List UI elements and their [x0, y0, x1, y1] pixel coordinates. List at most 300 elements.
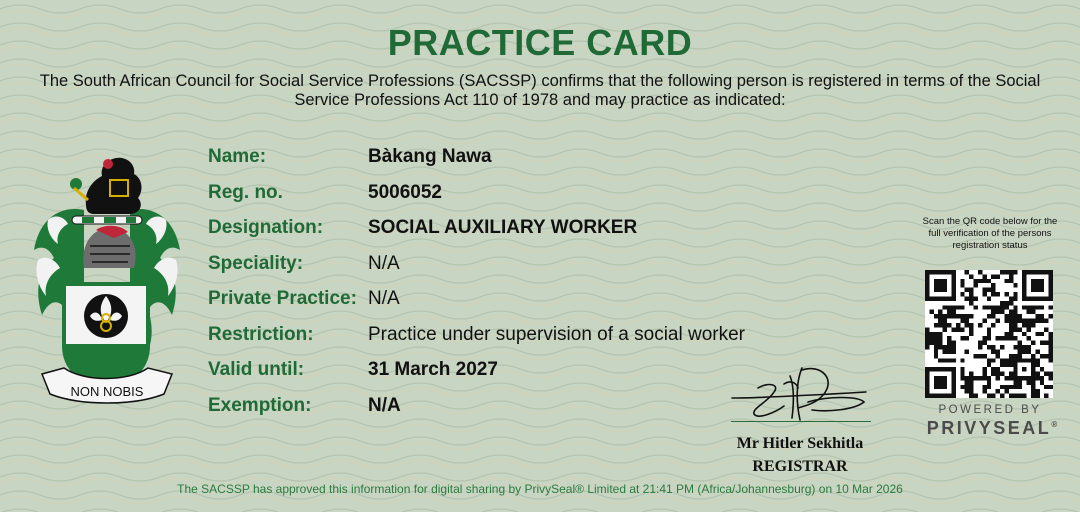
qr-module [965, 319, 969, 323]
qr-module [987, 376, 991, 380]
qr-module [1000, 394, 1004, 398]
qr-module [969, 296, 973, 300]
qr-module [982, 305, 986, 309]
qr-module [925, 345, 929, 349]
qr-module [1044, 394, 1048, 398]
qr-module [969, 314, 973, 318]
qr-module [960, 292, 964, 296]
qr-module [1049, 332, 1053, 336]
qr-module [1000, 345, 1004, 349]
qr-module [1009, 354, 1013, 358]
qr-module [951, 279, 955, 283]
qr-module [965, 389, 969, 393]
qr-module [1022, 345, 1026, 349]
qr-module [1031, 279, 1035, 283]
qr-module [987, 363, 991, 367]
qr-module [934, 341, 938, 345]
qr-module [987, 305, 991, 309]
qr-module [929, 367, 933, 371]
qr-module [947, 310, 951, 314]
qr-module [960, 372, 964, 376]
field-value-reg-no: 5006052 [368, 181, 442, 203]
qr-module [1031, 363, 1035, 367]
qr-module [925, 274, 929, 278]
qr-module [951, 385, 955, 389]
qr-module [938, 270, 942, 274]
qr-module [938, 332, 942, 336]
qr-module [969, 274, 973, 278]
qr-module [1013, 367, 1017, 371]
brand-name: PRIVYSEAL [926, 418, 1052, 438]
qr-module [929, 341, 933, 345]
qr-module [974, 305, 978, 309]
qr-module [1035, 363, 1039, 367]
qr-module [1000, 310, 1004, 314]
qr-module [1009, 296, 1013, 300]
qr-module [965, 323, 969, 327]
qr-module [1035, 283, 1039, 287]
qr-module [1027, 380, 1031, 384]
verification-qr-code[interactable] [925, 270, 1053, 398]
qr-module [934, 394, 938, 398]
qr-module [991, 274, 995, 278]
qr-module [1044, 385, 1048, 389]
qr-module [1040, 279, 1044, 283]
qr-module [978, 345, 982, 349]
qr-module [1035, 394, 1039, 398]
qr-module [956, 323, 960, 327]
qr-module [943, 394, 947, 398]
qr-module [1027, 358, 1031, 362]
qr-module [1009, 394, 1013, 398]
qr-module [929, 394, 933, 398]
qr-module [934, 349, 938, 353]
qr-module [1000, 270, 1004, 274]
qr-module [938, 345, 942, 349]
field-label: Speciality: [208, 252, 304, 274]
qr-module [1035, 376, 1039, 380]
qr-module [1009, 301, 1013, 305]
qr-module [1049, 296, 1053, 300]
qr-module [929, 270, 933, 274]
qr-module [951, 292, 955, 296]
qr-module [1044, 296, 1048, 300]
qr-module [943, 288, 947, 292]
qr-module [978, 341, 982, 345]
qr-module [1018, 376, 1022, 380]
qr-module [934, 283, 938, 287]
qr-module [991, 305, 995, 309]
qr-module [1013, 310, 1017, 314]
qr-module [947, 345, 951, 349]
qr-module [925, 394, 929, 398]
qr-module [1004, 376, 1008, 380]
qr-module [938, 323, 942, 327]
qr-module [1013, 327, 1017, 331]
qr-module [929, 310, 933, 314]
qr-module [987, 380, 991, 384]
qr-module [938, 279, 942, 283]
qr-module [1035, 389, 1039, 393]
qr-module [934, 376, 938, 380]
qr-module [1009, 310, 1013, 314]
qr-module [1031, 288, 1035, 292]
qr-module [982, 354, 986, 358]
qr-module [943, 270, 947, 274]
qr-module [938, 394, 942, 398]
qr-module [991, 292, 995, 296]
qr-module [925, 283, 929, 287]
qr-module [960, 376, 964, 380]
qr-module [925, 376, 929, 380]
qr-module [1031, 376, 1035, 380]
qr-module [1018, 341, 1022, 345]
qr-module [987, 279, 991, 283]
qr-module [987, 358, 991, 362]
qr-module [987, 385, 991, 389]
qr-module [1004, 314, 1008, 318]
qr-module [934, 354, 938, 358]
qr-module [1009, 376, 1013, 380]
qr-module [1004, 270, 1008, 274]
qr-module [978, 323, 982, 327]
qr-module [951, 296, 955, 300]
qr-module [965, 288, 969, 292]
qr-module [969, 327, 973, 331]
qr-module [1022, 288, 1026, 292]
qr-module [1027, 270, 1031, 274]
qr-module [1009, 327, 1013, 331]
qr-module [1018, 380, 1022, 384]
qr-module [1040, 367, 1044, 371]
qr-module [1040, 380, 1044, 384]
qr-module [1040, 270, 1044, 274]
qr-module [991, 288, 995, 292]
qr-module [1022, 323, 1026, 327]
motto-text: NON NOBIS [70, 384, 144, 399]
qr-module [991, 367, 995, 371]
qr-module [1000, 372, 1004, 376]
qr-module [1049, 274, 1053, 278]
qr-module [974, 283, 978, 287]
qr-module [969, 288, 973, 292]
qr-module [1013, 323, 1017, 327]
qr-module [1022, 292, 1026, 296]
qr-module [1018, 385, 1022, 389]
qr-module [938, 310, 942, 314]
qr-module [925, 327, 929, 331]
qr-module [925, 270, 929, 274]
qr-module [1049, 372, 1053, 376]
field-label: Designation: [208, 217, 324, 238]
qr-module [969, 394, 973, 398]
qr-module [1013, 283, 1017, 287]
qr-module [934, 380, 938, 384]
qr-module [951, 283, 955, 287]
qr-module [1018, 314, 1022, 318]
qr-module [965, 296, 969, 300]
qr-module [1022, 296, 1026, 300]
field-value-valid-until: 31 March 2027 [368, 359, 498, 380]
qr-module [1022, 349, 1026, 353]
qr-module [938, 319, 942, 323]
qr-module [951, 341, 955, 345]
qr-module [934, 270, 938, 274]
qr-module [1004, 336, 1008, 340]
qr-module [938, 341, 942, 345]
qr-module [1049, 385, 1053, 389]
qr-module [1009, 385, 1013, 389]
qr-module [1049, 314, 1053, 318]
qr-module [1004, 385, 1008, 389]
qr-module [956, 314, 960, 318]
qr-module [982, 389, 986, 393]
qr-module [1013, 345, 1017, 349]
qr-module [925, 288, 929, 292]
qr-module [1000, 385, 1004, 389]
qr-module [925, 372, 929, 376]
qr-module [934, 296, 938, 300]
qr-module [929, 336, 933, 340]
qr-module [1040, 332, 1044, 336]
qr-module [1040, 341, 1044, 345]
qr-module [1022, 319, 1026, 323]
qr-module [996, 354, 1000, 358]
qr-module [925, 367, 929, 371]
qr-module [951, 305, 955, 309]
qr-module [969, 389, 973, 393]
qr-module [934, 288, 938, 292]
qr-module [991, 372, 995, 376]
qr-module [1035, 296, 1039, 300]
qr-module [943, 319, 947, 323]
qr-module [943, 323, 947, 327]
qr-module [1013, 296, 1017, 300]
qr-module [943, 283, 947, 287]
qr-module [1004, 332, 1008, 336]
qr-module [978, 376, 982, 380]
intro-statement: The South African Council for Social Service Professions (SACSSP) confirms that the following person is registered in terms of the Social Service Professions Act 110 of 1978 and may practice as indicated: [39, 72, 1041, 109]
qr-module [1044, 327, 1048, 331]
qr-module [947, 394, 951, 398]
qr-module [956, 305, 960, 309]
qr-module [929, 332, 933, 336]
qr-module [951, 367, 955, 371]
qr-module [1018, 345, 1022, 349]
qr-module [982, 376, 986, 380]
qr-module [925, 341, 929, 345]
qr-module [1000, 358, 1004, 362]
qr-module [991, 314, 995, 318]
powered-by-label: POWERED BY [938, 404, 1042, 416]
qr-module [987, 296, 991, 300]
qr-module [934, 314, 938, 318]
qr-module [1022, 332, 1026, 336]
qr-module [1035, 332, 1039, 336]
qr-module [934, 345, 938, 349]
qr-module [1004, 279, 1008, 283]
qr-module [947, 270, 951, 274]
qr-module [1018, 327, 1022, 331]
qr-module [947, 341, 951, 345]
qr-module [1000, 301, 1004, 305]
qr-module [987, 288, 991, 292]
qr-module [1022, 367, 1026, 371]
qr-module [951, 349, 955, 353]
qr-module [925, 279, 929, 283]
qr-module [1031, 358, 1035, 362]
qr-module [1031, 341, 1035, 345]
qr-module [1022, 270, 1026, 274]
qr-module [965, 314, 969, 318]
qr-module [1022, 305, 1026, 309]
qr-module [1027, 336, 1031, 340]
qr-module [991, 345, 995, 349]
qr-module [965, 385, 969, 389]
qr-module [943, 380, 947, 384]
qr-module [987, 394, 991, 398]
qr-module [996, 372, 1000, 376]
qr-module [965, 380, 969, 384]
qr-module [1013, 385, 1017, 389]
qr-module [982, 336, 986, 340]
qr-module [1035, 358, 1039, 362]
qr-module [951, 288, 955, 292]
qr-module [1031, 385, 1035, 389]
qr-module [965, 270, 969, 274]
qr-module [951, 314, 955, 318]
qr-module [943, 327, 947, 331]
qr-module [1035, 279, 1039, 283]
qr-module [1031, 367, 1035, 371]
qr-module [982, 372, 986, 376]
qr-module [978, 279, 982, 283]
qr-module [1004, 358, 1008, 362]
qr-module [969, 372, 973, 376]
qr-module [925, 385, 929, 389]
qr-module [1044, 372, 1048, 376]
field-label: Restriction: [208, 323, 314, 345]
qr-module [1031, 305, 1035, 309]
qr-module [1022, 376, 1026, 380]
qr-module [1040, 288, 1044, 292]
qr-module [1013, 376, 1017, 380]
qr-module [951, 310, 955, 314]
qr-module [951, 372, 955, 376]
qr-module [1013, 358, 1017, 362]
qr-module [960, 314, 964, 318]
qr-module [1040, 305, 1044, 309]
qr-module [951, 380, 955, 384]
qr-module [951, 358, 955, 362]
field-label: Name: [208, 146, 267, 167]
qr-module [925, 380, 929, 384]
qr-module [1049, 376, 1053, 380]
qr-module [1000, 336, 1004, 340]
qr-module [1027, 310, 1031, 314]
qr-module [934, 336, 938, 340]
qr-module [996, 305, 1000, 309]
qr-module [1009, 274, 1013, 278]
qr-module [1013, 354, 1017, 358]
qr-module [1009, 323, 1013, 327]
qr-module [1004, 319, 1008, 323]
qr-module [1049, 354, 1053, 358]
privyseal-logo [924, 418, 1060, 439]
qr-module [943, 358, 947, 362]
qr-module [1031, 310, 1035, 314]
qr-module [1022, 358, 1026, 362]
qr-module [982, 385, 986, 389]
qr-module [960, 305, 964, 309]
qr-module [1027, 349, 1031, 353]
qr-module [934, 367, 938, 371]
qr-module [1013, 292, 1017, 296]
qr-module [947, 367, 951, 371]
qr-module [1018, 354, 1022, 358]
qr-module [1031, 380, 1035, 384]
qr-module [982, 319, 986, 323]
qr-module [1035, 349, 1039, 353]
field-value-private-practice: N/A [368, 288, 400, 309]
qr-module [987, 332, 991, 336]
registrar-block [720, 432, 880, 478]
qr-module [925, 332, 929, 336]
qr-module [951, 389, 955, 393]
qr-module [974, 354, 978, 358]
qr-module [965, 336, 969, 340]
qr-module [1009, 319, 1013, 323]
qr-module [925, 389, 929, 393]
field-label: Private Practice: [208, 288, 357, 309]
qr-module [1000, 363, 1004, 367]
qr-module [1022, 394, 1026, 398]
qr-module [1049, 283, 1053, 287]
qr-module [991, 349, 995, 353]
field-label: Exemption: [208, 394, 312, 416]
qr-module [982, 341, 986, 345]
qr-module [960, 279, 964, 283]
qr-module [1009, 363, 1013, 367]
qr-module [1049, 279, 1053, 283]
qr-module [925, 292, 929, 296]
qr-module [1049, 341, 1053, 345]
qr-module [1031, 389, 1035, 393]
qr-module [1027, 323, 1031, 327]
qr-module [969, 323, 973, 327]
qr-module [947, 336, 951, 340]
qr-module [991, 323, 995, 327]
qr-module [1013, 372, 1017, 376]
registrar-name: Mr Hitler Sekhitla [736, 435, 864, 452]
qr-module [960, 385, 964, 389]
qr-module [943, 279, 947, 283]
qr-module [951, 345, 955, 349]
qr-module [1035, 305, 1039, 309]
qr-module [938, 380, 942, 384]
qr-module [1031, 270, 1035, 274]
qr-module [951, 394, 955, 398]
qr-module [1022, 279, 1026, 283]
qr-module [996, 292, 1000, 296]
qr-module [1040, 376, 1044, 380]
qr-module [1018, 349, 1022, 353]
qr-module [1031, 372, 1035, 376]
qr-module [987, 327, 991, 331]
qr-module [1049, 358, 1053, 362]
qr-module [1031, 354, 1035, 358]
qr-module [996, 367, 1000, 371]
